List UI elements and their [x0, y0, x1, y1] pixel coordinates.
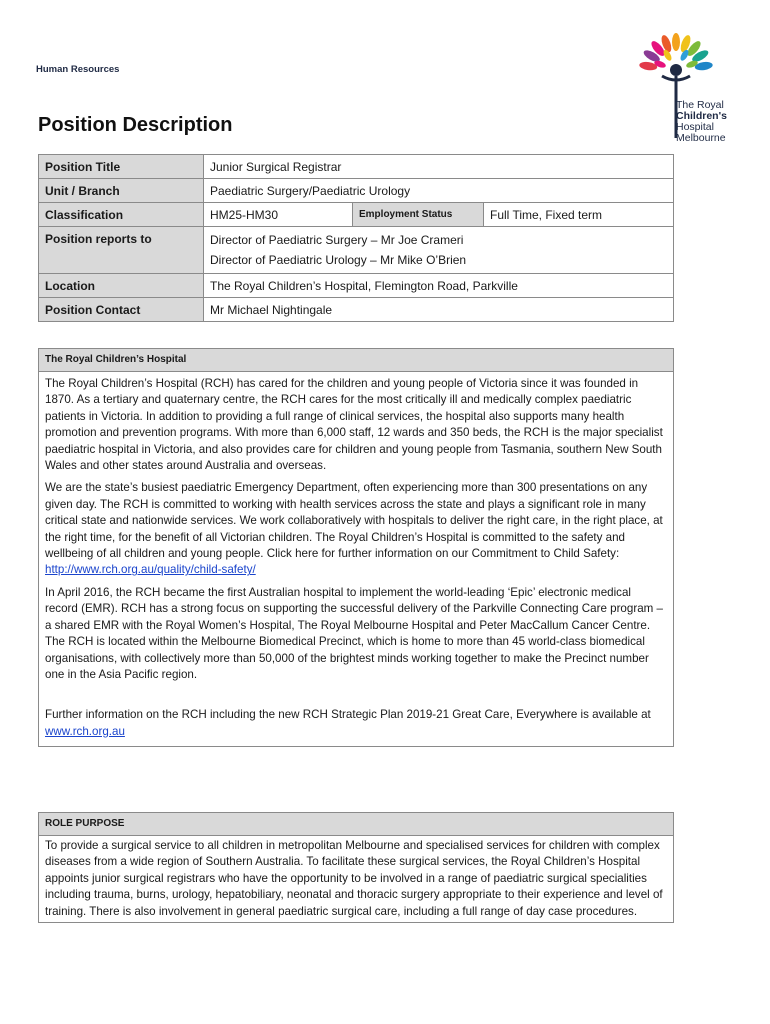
rch-paragraph: The Royal Children’s Hospital (RCH) has cared for the children and young people of Victoria since it was founded in 1870. As a tertiary and quaternary centre, the RCH cares for the most critically ill and medically complex paediatric patients in Victoria. In addition to providing a full range of clinical services, the hospital also supports many health promotion and prevention programs. With more than 6,000 staff, 12 wards and 350 beds, the RCH is the major specialist paediatric hospital in Victoria, and also provides care for children and young people from Tasmania, southern New South Wales and other states around Australia and overseas. — [45, 377, 663, 473]
contact-label: Position Contact — [39, 298, 204, 322]
rch-paragraph: In April 2016, the RCH became the first Australian hospital to implement the world-leading ‘Epic’ electronic medical record (EMR). RCH has a strong focus on supporting the successful delivery of the Parkville Connecting Care program – a shared EMR with the Royal Women’s Hospital, The Royal Melbourne Hospital and Peter MacCallum Cancer Centre. The RCH is located within the Melbourne Biomedical Precinct, which is home to more than 45 world-class biomedical organisations, with collectively more than 50,000 of the brightest minds working together to make the Precinct number one in the Asia Pacific region. — [45, 585, 663, 681]
unit-label: Unit / Branch — [39, 179, 204, 203]
table-row — [39, 298, 674, 322]
classification-value: HM25-HM30 — [204, 203, 353, 227]
rch-logo — [612, 20, 742, 150]
reports-to-value — [204, 227, 674, 274]
rch-paragraph: Further information on the RCH including the new RCH Strategic Plan 2019-21 Great Care, Everywhere is available at www.rch.org.au — [45, 708, 651, 738]
reports-to-line: Director of Paediatric Urology – Mr Mike O’Brien — [210, 253, 467, 267]
table-row — [39, 155, 674, 179]
table-row — [39, 227, 674, 274]
role-purpose-body: To provide a surgical service to all children in metropolitan Melbourne and specialised services for children with complex diseases from a wide region of Southern Australia. To facilitate these surgical services, the Royal Children’s Hospital appoints junior surgical registrars who have the opportunity to be involved in a range of paediatric surgical specialities including trauma, burns, urology, hepatobiliary, neonatal and thoracic surgery appropriate to their experience and level of training. There is also involvement in general paediatric surgical care, including a full range of day case procedures. — [45, 839, 663, 918]
table-row — [39, 203, 674, 227]
employment-status-value: Full Time, Fixed term — [484, 203, 674, 227]
rch-section-body — [39, 372, 673, 746]
reports-to-label: Position reports to — [39, 227, 204, 274]
position-title-label: Position Title — [39, 155, 204, 179]
table-row — [39, 274, 674, 298]
rch-website-link[interactable]: www.rch.org.au — [45, 724, 125, 738]
rch-section-heading: The Royal Children’s Hospital — [39, 349, 673, 372]
contact-value: Mr Michael Nightingale — [204, 298, 674, 322]
rch-logo-wordmark: The Royal Children's Hospital Melbourne — [676, 99, 727, 144]
location-label: Location — [39, 274, 204, 298]
rch-paragraph: We are the state’s busiest paediatric Emergency Department, often experiencing more than 300 presentations on any given day. The RCH is committed to working with health services across the state and plays a significant role in many critical state and nationwide services. We work collaboratively with hospitals to deliver the right care, in the right place, at the right time, for the benefit of all Victorian children. The Royal Children’s Hospital is committed to the safety and wellbeing of all children and young people. Click here for further information on our Commitment to Child Safety: http://www.rch.org.au/quality/child-safety/ — [45, 481, 663, 577]
child-safety-link[interactable]: http://www.rch.org.au/quality/child-safety/ — [45, 563, 256, 577]
classification-label: Classification — [39, 203, 204, 227]
role-purpose-section — [38, 812, 674, 923]
position-title-value: Junior Surgical Registrar — [204, 155, 674, 179]
table-row — [39, 179, 674, 203]
location-value: The Royal Children’s Hospital, Flemington Road, Parkville — [204, 274, 674, 298]
employment-status-label: Employment Status — [353, 203, 484, 227]
role-purpose-heading: ROLE PURPOSE — [39, 813, 673, 836]
department-label: Human Resources — [36, 64, 120, 75]
page-title: Position Description — [38, 114, 233, 136]
rch-section — [38, 348, 674, 747]
reports-to-line: Director of Paediatric Surgery – Mr Joe Crameri — [210, 233, 464, 247]
position-details-table — [38, 154, 674, 322]
unit-value: Paediatric Surgery/Paediatric Urology — [204, 179, 674, 203]
